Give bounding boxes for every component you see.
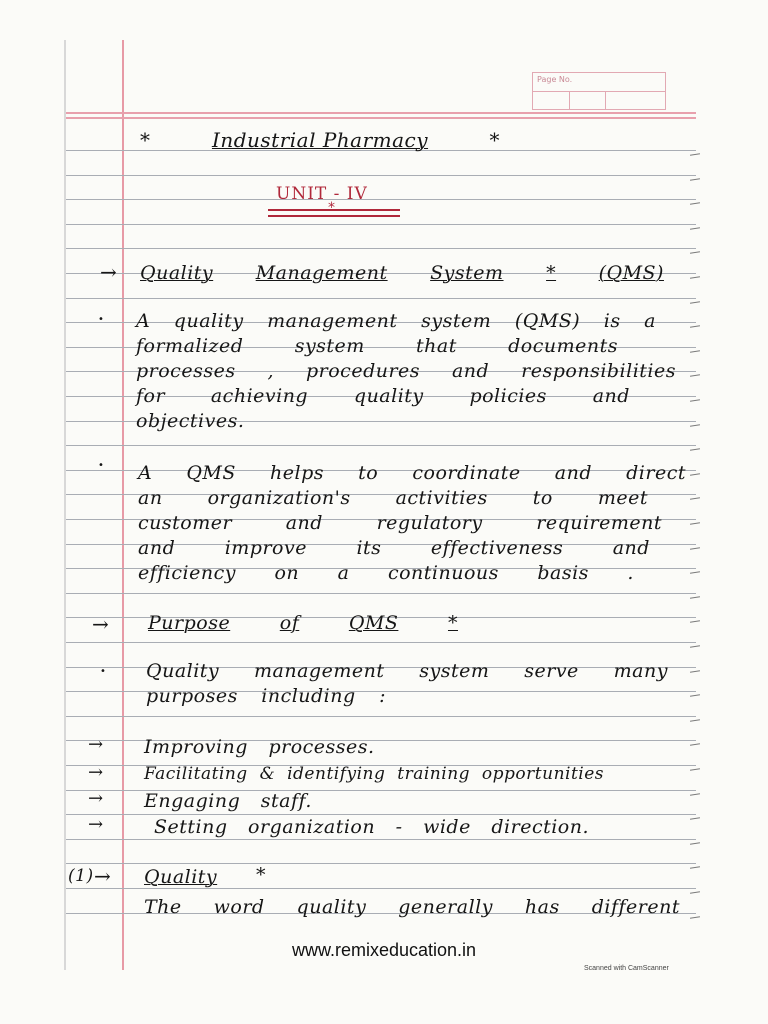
edge-tick [690,522,700,524]
item-number: (1) [68,866,94,886]
edge-tick [690,916,700,918]
arrow-icon: → [88,734,104,755]
text-line [138,462,686,484]
word: is [603,310,621,332]
word: responsibilities [521,360,676,382]
word: and [592,385,630,407]
word: basis [537,562,589,584]
word: an [138,487,163,509]
word: management [267,310,398,332]
text-line [138,562,634,584]
text-line [138,487,648,509]
edge-tick [690,842,700,844]
word: on [274,562,300,584]
word: improve [224,537,307,559]
word: achieving [210,385,309,407]
word: quality [296,896,367,918]
word: organization's [207,487,351,509]
word: and [612,537,650,559]
word: coordinate [412,462,521,484]
header-red-line [66,117,696,119]
arrow-icon: → [94,864,112,888]
qms-heading [140,262,664,284]
ruled-line [66,814,696,815]
word: a [337,562,350,584]
word: Purpose [148,612,231,634]
text-line [136,410,248,432]
edge-tick [690,719,700,721]
edge-tick [690,497,700,499]
edge-tick [690,817,700,819]
margin-line [122,40,124,970]
word: different [591,896,680,918]
word: documents [508,335,618,357]
word: effectiveness [430,537,564,559]
word: requirement [536,512,662,534]
edge-tick [690,251,700,253]
edge-tick [690,350,700,352]
ruled-line [66,298,696,299]
purpose-list-item: Improving processes. [144,736,375,758]
ruled-line [66,863,696,864]
word: has [524,896,560,918]
ruled-line [66,716,696,717]
word: (QMS) [514,310,581,332]
arrow-icon: → [88,788,104,809]
text-line [136,360,676,382]
edge-tick [690,743,700,745]
word: , [267,360,275,382]
word: management [254,660,385,682]
ruled-line [66,224,696,225]
word: regulatory [376,512,483,534]
ruled-line [66,888,696,889]
edge-tick [690,178,700,180]
text-line [136,335,618,357]
text-line [146,660,668,682]
box-divider [569,91,570,110]
ruled-line [66,445,696,446]
scanner-watermark: Scanned with CamScanner [584,965,669,972]
edge-tick [690,202,700,204]
purpose-list-item: Facilitating & identifying training opportunities [144,764,605,784]
text-line [136,310,656,332]
word: system [421,310,492,332]
bullet-icon: • [98,460,104,471]
ruled-line [66,248,696,249]
ruled-line [66,642,696,643]
word: processes [136,360,236,382]
word: continuous [387,562,499,584]
page-number-box [532,72,666,110]
ruled-line [66,199,696,200]
box-divider [605,91,606,110]
star-glyph: * [256,864,266,886]
text-line [136,385,630,407]
word: A [138,462,153,484]
edge-tick [690,399,700,401]
word: QMS [186,462,236,484]
arrow-icon: → [88,814,104,835]
edge-tick [690,325,700,327]
word: and [554,462,593,484]
edge-tick [690,547,700,549]
word: word [213,896,265,918]
text-line [138,512,662,534]
edge-tick [690,571,700,573]
word: a [644,310,656,332]
word: Quality [146,660,220,682]
word: : [379,685,386,707]
word: policies [469,385,547,407]
ruled-line [66,593,696,594]
edge-tick [690,645,700,647]
edge-tick [690,374,700,376]
word: System [430,262,504,284]
edge-tick [690,793,700,795]
edge-tick [690,670,700,672]
purpose-list-item: Engaging staff. [144,790,312,812]
edge-tick [690,227,700,229]
word: activities [395,487,488,509]
word: purposes [146,685,238,707]
word: customer [138,512,233,534]
word: Management [255,262,388,284]
edge-tick [690,153,700,155]
purpose-heading [148,612,458,634]
star-glyph: * [489,128,500,152]
word: and [138,537,176,559]
edge-tick [690,596,700,598]
word: helps [270,462,325,484]
edge-tick [690,866,700,868]
word: of [279,612,300,634]
word: meet [597,487,648,509]
star-glyph: * [140,128,151,152]
word: and [451,360,490,382]
word: to [532,487,553,509]
word: objectives. [136,410,245,432]
edge-tick [690,891,700,893]
purpose-list-item: Setting organization - wide direction. [154,816,590,838]
header-red-line [66,112,696,114]
unit-heading: UNIT - IV [276,184,368,204]
edge-tick [690,694,700,696]
arrow-icon: → [92,612,110,636]
quality-definition-line [144,896,680,918]
page-number-label: Page No. [537,75,573,84]
edge-tick [690,473,700,475]
word: serve [524,660,579,682]
word: Quality [140,262,214,284]
edge-tick [690,301,700,303]
text-line [146,685,386,707]
word: that [416,335,457,357]
word: * [447,612,458,634]
edge-tick [690,620,700,622]
arrow-icon: → [100,260,118,284]
unit-star: * [328,200,335,216]
word: including [261,685,356,707]
ruled-line [66,175,696,176]
word: efficiency [138,562,236,584]
word: quality [173,310,244,332]
page-title [140,128,500,152]
bullet-icon: • [100,666,106,677]
box-divider [533,91,665,92]
word: system [294,335,365,357]
word: * [546,262,557,284]
word: many [613,660,668,682]
website-footer: www.remixeducation.in [291,940,477,960]
page-left-edge [64,40,66,970]
edge-tick [690,768,700,770]
word: formalized [136,335,244,357]
text-line [138,537,650,559]
word: generally [398,896,493,918]
word: A [136,310,151,332]
word: The [144,896,182,918]
word: procedures [306,360,421,382]
word: . [627,562,634,584]
edge-tick [690,448,700,450]
quality-heading: Quality [144,866,218,888]
word: to [358,462,379,484]
arrow-icon: → [88,762,104,783]
word: for [136,385,166,407]
ruled-line [66,839,696,840]
title-text: Industrial Pharmacy [211,128,429,152]
edge-tick [690,424,700,426]
word: direct [626,462,686,484]
word: quality [353,385,424,407]
word: system [419,660,490,682]
word: its [356,537,382,559]
word: QMS [348,612,399,634]
edge-tick [690,276,700,278]
word: (QMS) [598,262,664,284]
bullet-icon: • [98,314,104,325]
word: and [285,512,323,534]
